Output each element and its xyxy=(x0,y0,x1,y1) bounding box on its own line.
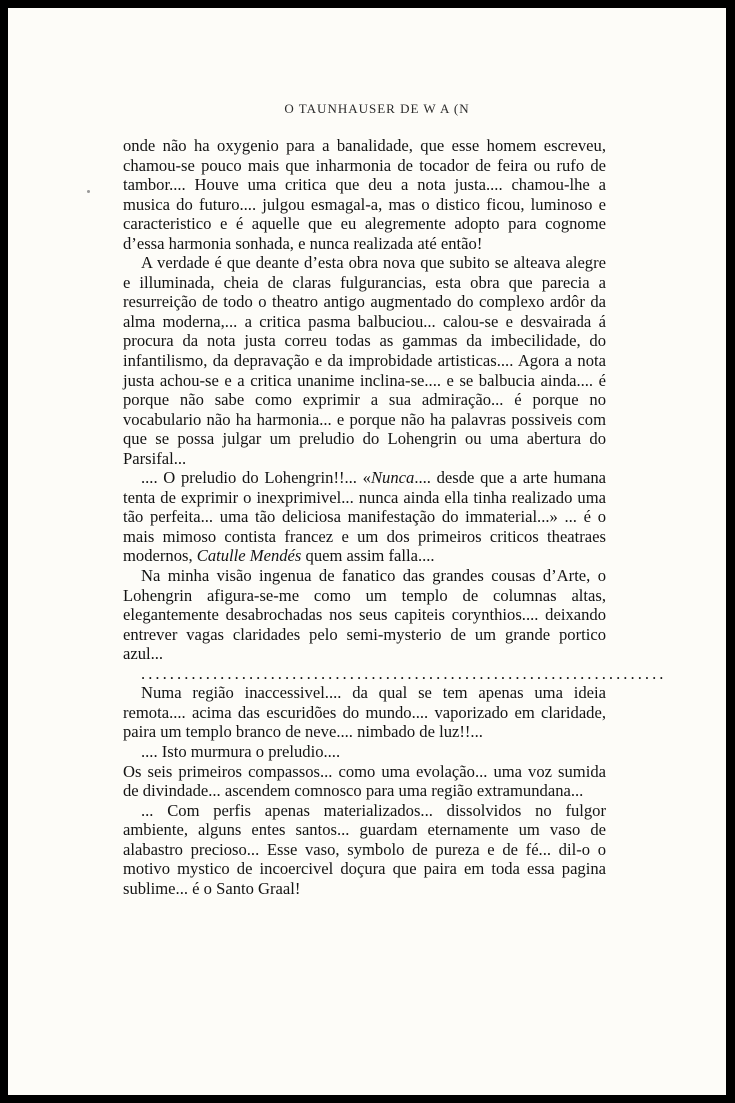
paragraph-2: A verdade é que deante d’esta obra nova que subito se alteava alegre e illuminada, cheia de claras fulgurancias, esta obra que parecia a resurreição de todo o theatro antigo augmentado do complexo ardôr da alma moderna,... a critica pasma balbuciou... calou-se e desvairada á procura da nota justa correu todas as gammas da imbecilidade, do infantilismo, da depravação e da improbidade artisticas.... Agora a nota justa achou-se e a critica unanime inclina-se.... e se balbucia ainda.... é porque não sabe como exprimir a sua admiração... é porque no vocabulario não ha harmonia... e porque não ha palavras possiveis com que se possa julgar um preludio do Lohengrin ou uma abertura do Parsifal... xyxy=(123,253,606,468)
paragraph-3-text-a: .... O preludio do Lohengrin!!... « xyxy=(141,468,371,488)
paragraph-8: ... Com perfis apenas materializados... dissolvidos no fulgor ambiente, alguns entes santos... guardam eternamente um vaso de alabastro precioso... Esse vaso, symbolo de pureza e de fé... dil-o o motivo mystico de incoercivel doçura que paira em toda essa pagina sublime... é o Santo Graal! xyxy=(123,800,606,898)
print-speck xyxy=(87,190,90,193)
paragraph-3 xyxy=(123,468,606,566)
paragraph-1: onde não ha oxygenio para a banalidade, que esse homem escreveu, chamou-se pouco mais que inharmonia de tocador de feira ou rufo de tambor.... Houve uma critica que deu a nota justa.... chamou-lhe a musica do futuro.... julgou esmagal-a, mas o distico ficou, luminoso e caracteristico e é aquelle que eu alegremente adopto para cognome d’essa harmonia sonhada, e nunca realizada até então! xyxy=(123,136,606,253)
nunca-italic: Nunca xyxy=(370,468,415,488)
dotted-separator: ......................................................................... xyxy=(141,663,667,683)
paragraph-4: Na minha visão ingenua de fanatico das grandes cousas d’Arte, o Lohengrin afigura-se-me como um templo de columnas altas, elegantemente desabrochadas nos seus capiteis corynthios.... deixando entrever vagas claridades pelo semi-mysterio de um grande portico azul... xyxy=(123,566,606,664)
paragraph-7: Os seis primeiros compassos... como uma evolação... uma voz sumida de divindade... ascendem comnosco para uma região extramundana... xyxy=(123,761,606,801)
book-page xyxy=(8,8,726,1095)
paragraph-5: Numa região inaccessivel.... da qual se tem apenas uma ideia remota.... acima das escuridões do mundo.... vaporizado em claridade, paira um templo branco de neve.... nimbado de luz!!... xyxy=(123,683,606,742)
page-body xyxy=(123,136,667,898)
paragraph-3-text-c: quem assim falla.... xyxy=(301,546,435,566)
paragraph-6: .... Isto murmura o preludio.... xyxy=(141,741,341,761)
paragraph-3-text-b: .... desde que a arte humana tenta de exprimir o inexprimivel... nunca ainda ella tinha realizado uma tão perfeita... uma tão deliciosa manifestação do immaterial...» ... é o mais mimoso contista francez e um dos primeiros criticos theatraes modernos, xyxy=(123,468,606,566)
running-header: O TAUNHAUSER DE W A (N xyxy=(284,101,470,116)
author-name: Catulle Mendés xyxy=(196,546,302,566)
